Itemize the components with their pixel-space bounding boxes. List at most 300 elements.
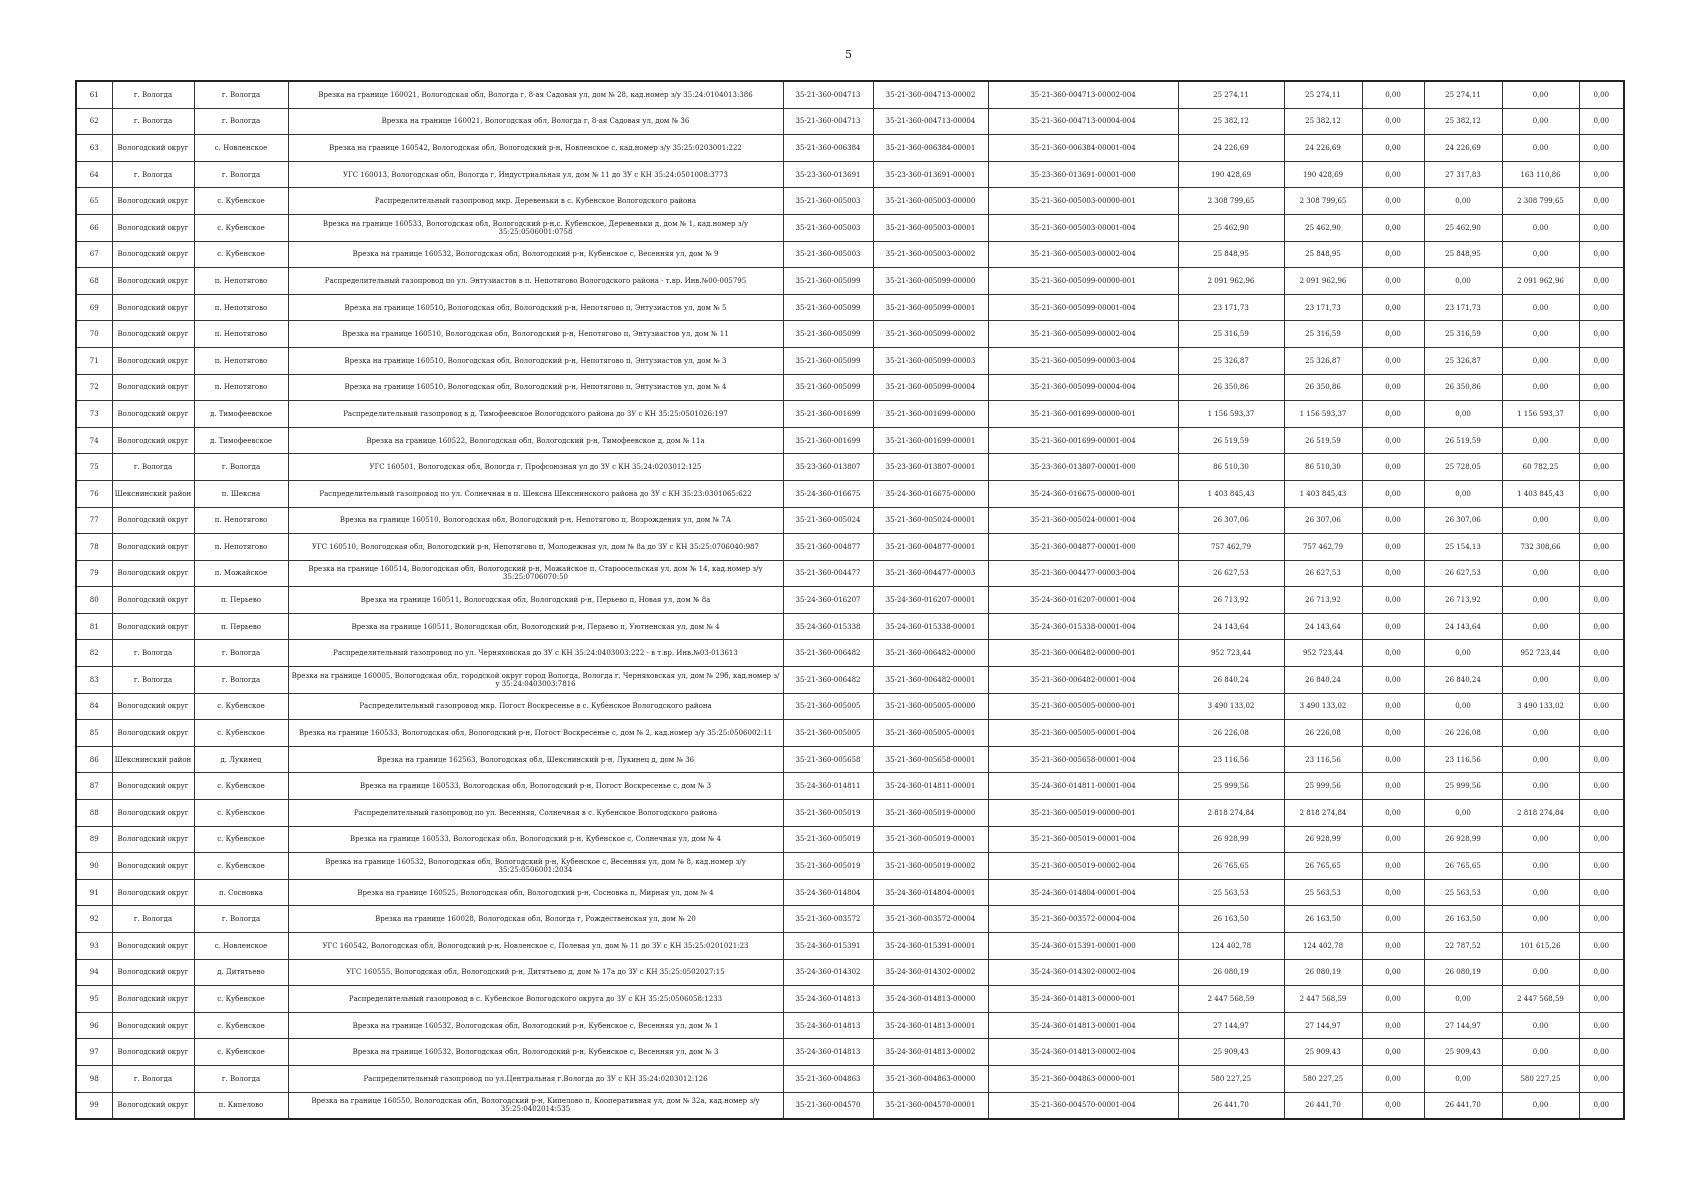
- cost-col-5-cell: 0,00: [1502, 321, 1579, 348]
- settlement-cell: д. Лукинец: [194, 746, 288, 773]
- object-code-cell: 35-24-360-014813: [783, 1012, 873, 1039]
- sub-object-code-cell: 35-21-360-006482-00001: [873, 667, 988, 694]
- cost-col-6-cell: 0,00: [1579, 587, 1624, 614]
- element-code-cell: 35-24-360-015391-00001-000: [988, 933, 1178, 960]
- cost-col-2-cell: 25 326,87: [1284, 347, 1362, 374]
- settlement-cell: г. Вологда: [194, 1065, 288, 1092]
- sub-object-code-cell: 35-21-360-005099-00001: [873, 294, 988, 321]
- table-row: [76, 214, 1624, 241]
- cost-col-2-cell: 23 116,56: [1284, 746, 1362, 773]
- total-cost-cell: 580 227,25: [1178, 1065, 1284, 1092]
- object-name-cell: Врезка на границе 160533, Вологодская обл, Вологодский р-н,с. Кубенское, Деревеньки д, дом № 1, кад.номер з/у 35:25:0506001:0758: [288, 214, 783, 241]
- cost-col-2-cell: 25 848,95: [1284, 241, 1362, 268]
- row-number-cell: 69: [76, 294, 112, 321]
- settlement-cell: с. Кубенское: [194, 720, 288, 747]
- object-code-cell: 35-23-360-013691: [783, 161, 873, 188]
- row-number-cell: 86: [76, 746, 112, 773]
- cost-col-2-cell: 190 428,69: [1284, 161, 1362, 188]
- table-row: [76, 720, 1624, 747]
- object-name-cell: Врезка на границе 160525, Вологодская обл, Вологодский р-н, Сосновка п, Мирная ул, дом № 4: [288, 879, 783, 906]
- cost-col-2-cell: 24 226,69: [1284, 135, 1362, 162]
- table-body: [76, 81, 1624, 1119]
- cost-col-3-cell: 0,00: [1362, 374, 1424, 401]
- row-number-cell: 89: [76, 826, 112, 853]
- district-cell: Вологодский округ: [112, 347, 194, 374]
- cost-col-4-cell: 0,00: [1424, 401, 1502, 428]
- total-cost-cell: 26 519,59: [1178, 427, 1284, 454]
- table-row: [76, 108, 1624, 135]
- cost-col-3-cell: 0,00: [1362, 1065, 1424, 1092]
- settlement-cell: с. Кубенское: [194, 800, 288, 827]
- settlement-cell: п. Непотягово: [194, 268, 288, 295]
- cost-col-6-cell: 0,00: [1579, 933, 1624, 960]
- settlement-cell: с. Кубенское: [194, 188, 288, 215]
- cost-col-4-cell: 23 116,56: [1424, 746, 1502, 773]
- row-number-cell: 74: [76, 427, 112, 454]
- total-cost-cell: 190 428,69: [1178, 161, 1284, 188]
- settlement-cell: д. Тимофеевское: [194, 427, 288, 454]
- district-cell: Вологодский округ: [112, 826, 194, 853]
- element-code-cell: 35-21-360-004477-00003-004: [988, 560, 1178, 587]
- object-name-cell: Распределительный газопровод по ул. Черняховская до ЗУ с КН 35:24:0403003:222 - в т.вр. Инв.№03-013613: [288, 640, 783, 667]
- total-cost-cell: 24 226,69: [1178, 135, 1284, 162]
- cost-col-2-cell: 757 462,79: [1284, 534, 1362, 561]
- total-cost-cell: 23 116,56: [1178, 746, 1284, 773]
- settlement-cell: г. Вологда: [194, 454, 288, 481]
- cost-col-3-cell: 0,00: [1362, 241, 1424, 268]
- object-code-cell: 35-21-360-005003: [783, 241, 873, 268]
- district-cell: Вологодский округ: [112, 268, 194, 295]
- cost-col-2-cell: 2 091 962,96: [1284, 268, 1362, 295]
- sub-object-code-cell: 35-24-360-015338-00001: [873, 613, 988, 640]
- sub-object-code-cell: 35-21-360-005019-00001: [873, 826, 988, 853]
- object-code-cell: 35-21-360-003572: [783, 906, 873, 933]
- element-code-cell: 35-21-360-001699-00000-001: [988, 401, 1178, 428]
- cost-col-3-cell: 0,00: [1362, 294, 1424, 321]
- cost-col-4-cell: 26 307,06: [1424, 507, 1502, 534]
- cost-col-4-cell: 24 143,64: [1424, 613, 1502, 640]
- total-cost-cell: 1 156 593,37: [1178, 401, 1284, 428]
- cost-col-6-cell: 0,00: [1579, 374, 1624, 401]
- settlement-cell: п. Перьево: [194, 613, 288, 640]
- cost-col-6-cell: 0,00: [1579, 401, 1624, 428]
- district-cell: Шекснинский район: [112, 746, 194, 773]
- settlement-cell: п. Кипелово: [194, 1092, 288, 1119]
- object-code-cell: 35-21-360-001699: [783, 401, 873, 428]
- cost-col-4-cell: 25 462,90: [1424, 214, 1502, 241]
- cost-col-6-cell: 0,00: [1579, 986, 1624, 1013]
- settlement-cell: с. Кубенское: [194, 693, 288, 720]
- object-name-cell: Врезка на границе 160005, Вологодская обл, городской округ город Вологда, Вологда г, Черняховская ул, дом № 29б, кад.номер з/у 35:24:0403003:7816: [288, 667, 783, 694]
- cost-col-6-cell: 0,00: [1579, 347, 1624, 374]
- cost-col-2-cell: 25 909,43: [1284, 1039, 1362, 1066]
- settlement-cell: с. Новленское: [194, 933, 288, 960]
- cost-col-3-cell: 0,00: [1362, 906, 1424, 933]
- total-cost-cell: 25 999,56: [1178, 773, 1284, 800]
- sub-object-code-cell: 35-23-360-013807-00001: [873, 454, 988, 481]
- object-name-cell: Врезка на границе 160532, Вологодская обл, Вологодский р-н, Кубенское с, Весенняя ул, дом № 8, кад.номер з/у 35:25:0506001:2034: [288, 853, 783, 880]
- sub-object-code-cell: 35-21-360-004713-00004: [873, 108, 988, 135]
- total-cost-cell: 26 928,99: [1178, 826, 1284, 853]
- table-row: [76, 241, 1624, 268]
- table-row: [76, 826, 1624, 853]
- object-code-cell: 35-24-360-016207: [783, 587, 873, 614]
- cost-col-5-cell: 60 782,25: [1502, 454, 1579, 481]
- settlement-cell: п. Непотягово: [194, 374, 288, 401]
- sub-object-code-cell: 35-21-360-006482-00000: [873, 640, 988, 667]
- element-code-cell: 35-21-360-005099-00002-004: [988, 321, 1178, 348]
- district-cell: г. Вологда: [112, 161, 194, 188]
- cost-col-4-cell: 25 274,11: [1424, 81, 1502, 108]
- cost-col-2-cell: 26 519,59: [1284, 427, 1362, 454]
- settlement-cell: г. Вологда: [194, 906, 288, 933]
- cost-col-3-cell: 0,00: [1362, 480, 1424, 507]
- total-cost-cell: 25 848,95: [1178, 241, 1284, 268]
- object-name-cell: Врезка на границе 160532, Вологодская обл, Вологодский р-н, Кубенское с, Весенняя ул, дом № 9: [288, 241, 783, 268]
- table-row: [76, 427, 1624, 454]
- district-cell: Вологодский округ: [112, 1092, 194, 1119]
- cost-col-5-cell: 2 818 274,84: [1502, 800, 1579, 827]
- sub-object-code-cell: 35-23-360-013691-00001: [873, 161, 988, 188]
- district-cell: г. Вологда: [112, 640, 194, 667]
- cost-col-5-cell: 101 615,26: [1502, 933, 1579, 960]
- table-row: [76, 401, 1624, 428]
- cost-col-6-cell: 0,00: [1579, 826, 1624, 853]
- element-code-cell: 35-21-360-006482-00000-001: [988, 640, 1178, 667]
- cost-col-3-cell: 0,00: [1362, 800, 1424, 827]
- cost-col-3-cell: 0,00: [1362, 693, 1424, 720]
- total-cost-cell: 26 627,53: [1178, 560, 1284, 587]
- cost-col-6-cell: 0,00: [1579, 773, 1624, 800]
- cost-col-2-cell: 25 382,12: [1284, 108, 1362, 135]
- cost-col-2-cell: 26 840,24: [1284, 667, 1362, 694]
- cost-col-3-cell: 0,00: [1362, 81, 1424, 108]
- row-number-cell: 76: [76, 480, 112, 507]
- total-cost-cell: 25 563,53: [1178, 879, 1284, 906]
- object-name-cell: Распределительный газопровод по ул. Солнечная в п. Шексна Шекснинского района до ЗУ с КН 35:23:0301065:622: [288, 480, 783, 507]
- element-code-cell: 35-21-360-005099-00001-004: [988, 294, 1178, 321]
- cost-col-2-cell: 2 447 568,59: [1284, 986, 1362, 1013]
- element-code-cell: 35-21-360-004877-00001-000: [988, 534, 1178, 561]
- object-code-cell: 35-24-360-014811: [783, 773, 873, 800]
- total-cost-cell: 26 765,65: [1178, 853, 1284, 880]
- object-code-cell: 35-21-360-005099: [783, 294, 873, 321]
- object-code-cell: 35-21-360-005019: [783, 826, 873, 853]
- cost-col-4-cell: 26 519,59: [1424, 427, 1502, 454]
- table-row: [76, 480, 1624, 507]
- object-name-cell: Врезка на границе 160510, Вологодская обл, Вологодский р-н, Непотягово п, Возрождения ул, дом № 7А: [288, 507, 783, 534]
- total-cost-cell: 25 462,90: [1178, 214, 1284, 241]
- object-code-cell: 35-24-360-014813: [783, 986, 873, 1013]
- cost-col-3-cell: 0,00: [1362, 560, 1424, 587]
- district-cell: г. Вологда: [112, 81, 194, 108]
- district-cell: Вологодский округ: [112, 933, 194, 960]
- cost-col-2-cell: 3 490 133,02: [1284, 693, 1362, 720]
- total-cost-cell: 3 490 133,02: [1178, 693, 1284, 720]
- row-number-cell: 85: [76, 720, 112, 747]
- object-name-cell: Врезка на границе 160510, Вологодская обл, Вологодский р-н, Непотягово п, Энтузиастов ул, дом № 4: [288, 374, 783, 401]
- object-code-cell: 35-21-360-006384: [783, 135, 873, 162]
- cost-col-3-cell: 0,00: [1362, 214, 1424, 241]
- cost-col-6-cell: 0,00: [1579, 480, 1624, 507]
- sub-object-code-cell: 35-21-360-005003-00000: [873, 188, 988, 215]
- object-name-cell: Врезка на границе 162563, Вологодская обл, Шекснинский р-н, Лукинец д, дом № 36: [288, 746, 783, 773]
- cost-col-4-cell: 0,00: [1424, 480, 1502, 507]
- cost-col-5-cell: 3 490 133,02: [1502, 693, 1579, 720]
- element-code-cell: 35-21-360-004713-00002-004: [988, 81, 1178, 108]
- settlement-cell: п. Непотягово: [194, 507, 288, 534]
- table-row: [76, 746, 1624, 773]
- row-number-cell: 68: [76, 268, 112, 295]
- object-name-cell: УГС 160501, Вологодская обл, Вологда г, Профсоюзная ул до ЗУ с КН 35:24:0203012:125: [288, 454, 783, 481]
- table-row: [76, 613, 1624, 640]
- sub-object-code-cell: 35-21-360-003572-00004: [873, 906, 988, 933]
- total-cost-cell: 26 350,86: [1178, 374, 1284, 401]
- cost-col-4-cell: 25 909,43: [1424, 1039, 1502, 1066]
- cost-col-4-cell: 26 840,24: [1424, 667, 1502, 694]
- district-cell: Вологодский округ: [112, 1039, 194, 1066]
- table-row: [76, 587, 1624, 614]
- cost-col-3-cell: 0,00: [1362, 879, 1424, 906]
- cost-col-4-cell: 0,00: [1424, 640, 1502, 667]
- object-name-cell: Врезка на границе 160532, Вологодская обл, Вологодский р-н, Кубенское с, Весенняя ул, дом № 3: [288, 1039, 783, 1066]
- cost-col-3-cell: 0,00: [1362, 959, 1424, 986]
- object-name-cell: Врезка на границе 160511, Вологодская обл, Вологодский р-н, Перьево п, Новая ул, дом № 8а: [288, 587, 783, 614]
- cost-col-4-cell: 26 713,92: [1424, 587, 1502, 614]
- cost-col-5-cell: 0,00: [1502, 135, 1579, 162]
- settlement-cell: с. Кубенское: [194, 853, 288, 880]
- cost-col-4-cell: 25 728,05: [1424, 454, 1502, 481]
- element-code-cell: 35-21-360-005003-00001-004: [988, 214, 1178, 241]
- total-cost-cell: 26 840,24: [1178, 667, 1284, 694]
- settlement-cell: д. Тимофеевское: [194, 401, 288, 428]
- element-code-cell: 35-21-360-005024-00001-004: [988, 507, 1178, 534]
- cost-col-6-cell: 0,00: [1579, 427, 1624, 454]
- cost-col-3-cell: 0,00: [1362, 826, 1424, 853]
- cost-col-5-cell: 0,00: [1502, 507, 1579, 534]
- total-cost-cell: 25 326,87: [1178, 347, 1284, 374]
- object-name-cell: Врезка на границе 160550, Вологодская обл, Вологодский р-н, Кипелово п, Кооперативная ул, дом № 32а, кад.номер з/у 35:25:0402014:535: [288, 1092, 783, 1119]
- cost-col-2-cell: 1 156 593,37: [1284, 401, 1362, 428]
- sub-object-code-cell: 35-24-360-014804-00001: [873, 879, 988, 906]
- cost-col-4-cell: 24 226,69: [1424, 135, 1502, 162]
- object-name-cell: Распределительный газопровод в с. Кубенское Вологодского округа до ЗУ с КН 35:25:0506058:1233: [288, 986, 783, 1013]
- cost-col-6-cell: 0,00: [1579, 800, 1624, 827]
- element-code-cell: 35-24-360-014813-00002-004: [988, 1039, 1178, 1066]
- total-cost-cell: 23 171,73: [1178, 294, 1284, 321]
- object-name-cell: Врезка на границе 160533, Вологодская обл, Вологодский р-н, Кубенское с, Солнечная ул, дом № 4: [288, 826, 783, 853]
- element-code-cell: 35-24-360-015338-00001-004: [988, 613, 1178, 640]
- object-code-cell: 35-21-360-005003: [783, 188, 873, 215]
- total-cost-cell: 2 818 274,84: [1178, 800, 1284, 827]
- object-name-cell: Распределительный газопровод в д. Тимофеевское Вологодского района до ЗУ с КН 35:25:0501026:197: [288, 401, 783, 428]
- total-cost-cell: 26 441,70: [1178, 1092, 1284, 1119]
- cost-col-4-cell: 0,00: [1424, 986, 1502, 1013]
- element-code-cell: 35-21-360-006482-00001-004: [988, 667, 1178, 694]
- district-cell: г. Вологда: [112, 906, 194, 933]
- sub-object-code-cell: 35-21-360-005099-00002: [873, 321, 988, 348]
- cost-col-5-cell: 0,00: [1502, 241, 1579, 268]
- element-code-cell: 35-21-360-005003-00000-001: [988, 188, 1178, 215]
- cost-col-4-cell: 26 350,86: [1424, 374, 1502, 401]
- element-code-cell: 35-24-360-016207-00001-004: [988, 587, 1178, 614]
- settlement-cell: п. Непотягово: [194, 534, 288, 561]
- settlement-cell: с. Кубенское: [194, 986, 288, 1013]
- cost-col-2-cell: 23 171,73: [1284, 294, 1362, 321]
- element-code-cell: 35-21-360-005019-00000-001: [988, 800, 1178, 827]
- cost-col-3-cell: 0,00: [1362, 746, 1424, 773]
- cost-col-4-cell: 23 171,73: [1424, 294, 1502, 321]
- element-code-cell: 35-23-360-013691-00001-000: [988, 161, 1178, 188]
- cost-col-6-cell: 0,00: [1579, 640, 1624, 667]
- row-number-cell: 83: [76, 667, 112, 694]
- row-number-cell: 66: [76, 214, 112, 241]
- cost-col-3-cell: 0,00: [1362, 933, 1424, 960]
- cost-col-5-cell: 0,00: [1502, 826, 1579, 853]
- settlement-cell: с. Кубенское: [194, 773, 288, 800]
- element-code-cell: 35-21-360-005099-00000-001: [988, 268, 1178, 295]
- cost-col-3-cell: 0,00: [1362, 534, 1424, 561]
- table-row: [76, 81, 1624, 108]
- cost-col-6-cell: 0,00: [1579, 1092, 1624, 1119]
- row-number-cell: 99: [76, 1092, 112, 1119]
- cost-col-3-cell: 0,00: [1362, 108, 1424, 135]
- cost-col-6-cell: 0,00: [1579, 108, 1624, 135]
- element-code-cell: 35-21-360-001699-00001-004: [988, 427, 1178, 454]
- object-code-cell: 35-21-360-004570: [783, 1092, 873, 1119]
- cost-col-2-cell: 26 307,06: [1284, 507, 1362, 534]
- sub-object-code-cell: 35-24-360-016207-00001: [873, 587, 988, 614]
- district-cell: Вологодский округ: [112, 1012, 194, 1039]
- settlement-cell: с. Кубенское: [194, 214, 288, 241]
- cost-col-6-cell: 0,00: [1579, 135, 1624, 162]
- cost-col-4-cell: 26 080,19: [1424, 959, 1502, 986]
- cost-col-4-cell: 0,00: [1424, 1065, 1502, 1092]
- sub-object-code-cell: 35-21-360-005099-00003: [873, 347, 988, 374]
- district-cell: г. Вологда: [112, 454, 194, 481]
- row-number-cell: 91: [76, 879, 112, 906]
- element-code-cell: 35-24-360-014804-00001-004: [988, 879, 1178, 906]
- object-code-cell: 35-21-360-004863: [783, 1065, 873, 1092]
- row-number-cell: 81: [76, 613, 112, 640]
- row-number-cell: 95: [76, 986, 112, 1013]
- district-cell: Вологодский округ: [112, 188, 194, 215]
- cost-col-3-cell: 0,00: [1362, 587, 1424, 614]
- settlement-cell: г. Вологда: [194, 667, 288, 694]
- district-cell: Шекснинский район: [112, 480, 194, 507]
- cost-col-3-cell: 0,00: [1362, 1092, 1424, 1119]
- table-row: [76, 667, 1624, 694]
- object-code-cell: 35-21-360-005005: [783, 720, 873, 747]
- settlement-cell: п. Шексна: [194, 480, 288, 507]
- table-row: [76, 1065, 1624, 1092]
- district-cell: Вологодский округ: [112, 241, 194, 268]
- sub-object-code-cell: 35-21-360-005003-00002: [873, 241, 988, 268]
- settlement-cell: с. Кубенское: [194, 826, 288, 853]
- element-code-cell: 35-24-360-014813-00001-004: [988, 1012, 1178, 1039]
- cost-col-2-cell: 27 144,97: [1284, 1012, 1362, 1039]
- page-number: 5: [845, 48, 852, 61]
- object-code-cell: 35-21-360-005024: [783, 507, 873, 534]
- object-code-cell: 35-21-360-001699: [783, 427, 873, 454]
- object-name-cell: Врезка на границе 160533, Вологодская обл, Вологодский р-н, Погост Воскресенье с, дом № 2, кад.номер з/у 35:25:0506002:11: [288, 720, 783, 747]
- cost-col-5-cell: 1 156 593,37: [1502, 401, 1579, 428]
- cost-col-4-cell: 26 226,08: [1424, 720, 1502, 747]
- cost-col-6-cell: 0,00: [1579, 214, 1624, 241]
- object-name-cell: Врезка на границе 160514, Вологодская обл, Вологодский р-н, Можайское п, Староосельская ул, дом № 14, кад.номер з/у 35:25:0706070:50: [288, 560, 783, 587]
- object-code-cell: 35-21-360-004713: [783, 108, 873, 135]
- district-cell: Вологодский округ: [112, 560, 194, 587]
- row-number-cell: 97: [76, 1039, 112, 1066]
- cost-col-2-cell: 26 080,19: [1284, 959, 1362, 986]
- table-row: [76, 507, 1624, 534]
- cost-col-2-cell: 952 723,44: [1284, 640, 1362, 667]
- cost-col-6-cell: 0,00: [1579, 268, 1624, 295]
- row-number-cell: 78: [76, 534, 112, 561]
- cost-col-2-cell: 25 274,11: [1284, 81, 1362, 108]
- cost-col-5-cell: 1 403 845,43: [1502, 480, 1579, 507]
- object-name-cell: Распределительный газопровод мкр. Погост Воскресенье в с. Кубенское Вологодского района: [288, 693, 783, 720]
- cost-col-2-cell: 2 308 799,65: [1284, 188, 1362, 215]
- object-code-cell: 35-21-360-004477: [783, 560, 873, 587]
- row-number-cell: 62: [76, 108, 112, 135]
- cost-col-3-cell: 0,00: [1362, 401, 1424, 428]
- settlement-cell: с. Кубенское: [194, 1039, 288, 1066]
- cost-col-4-cell: 0,00: [1424, 800, 1502, 827]
- object-name-cell: Распределительный газопровод по ул. Весенняя, Солнечная в с. Кубенское Вологодского района: [288, 800, 783, 827]
- cost-col-5-cell: 0,00: [1502, 347, 1579, 374]
- district-cell: Вологодский округ: [112, 959, 194, 986]
- object-name-cell: Врезка на границе 160510, Вологодская обл, Вологодский р-н, Непотягово п, Энтузиастов ул, дом № 5: [288, 294, 783, 321]
- settlement-cell: г. Вологда: [194, 108, 288, 135]
- element-code-cell: 35-24-360-014302-00002-004: [988, 959, 1178, 986]
- row-number-cell: 72: [76, 374, 112, 401]
- district-cell: г. Вологда: [112, 108, 194, 135]
- settlement-cell: г. Вологда: [194, 81, 288, 108]
- object-code-cell: 35-21-360-005099: [783, 268, 873, 295]
- cost-col-3-cell: 0,00: [1362, 853, 1424, 880]
- total-cost-cell: 26 080,19: [1178, 959, 1284, 986]
- cost-col-6-cell: 0,00: [1579, 534, 1624, 561]
- cost-col-3-cell: 0,00: [1362, 188, 1424, 215]
- gas-objects-table: [75, 80, 1625, 1120]
- sub-object-code-cell: 35-24-360-014302-00002: [873, 959, 988, 986]
- cost-col-5-cell: 732 308,66: [1502, 534, 1579, 561]
- row-number-cell: 71: [76, 347, 112, 374]
- cost-col-5-cell: 0,00: [1502, 720, 1579, 747]
- cost-col-2-cell: 25 999,56: [1284, 773, 1362, 800]
- cost-col-6-cell: 0,00: [1579, 507, 1624, 534]
- object-code-cell: 35-24-360-015338: [783, 613, 873, 640]
- row-number-cell: 67: [76, 241, 112, 268]
- table-row: [76, 986, 1624, 1013]
- total-cost-cell: 124 402,78: [1178, 933, 1284, 960]
- cost-col-4-cell: 25 154,13: [1424, 534, 1502, 561]
- cost-col-5-cell: 0,00: [1502, 667, 1579, 694]
- total-cost-cell: 25 316,59: [1178, 321, 1284, 348]
- district-cell: Вологодский округ: [112, 294, 194, 321]
- district-cell: Вологодский округ: [112, 773, 194, 800]
- element-code-cell: 35-21-360-005099-00003-004: [988, 347, 1178, 374]
- row-number-cell: 63: [76, 135, 112, 162]
- total-cost-cell: 25 909,43: [1178, 1039, 1284, 1066]
- object-name-cell: Врезка на границе 160021, Вологодская обл, Вологда г, 8-ая Садовая ул, дом № 28, кад.номер з/у 35:24:0104013:386: [288, 81, 783, 108]
- cost-col-3-cell: 0,00: [1362, 613, 1424, 640]
- sub-object-code-cell: 35-21-360-004877-00001: [873, 534, 988, 561]
- cost-col-5-cell: 2 308 799,65: [1502, 188, 1579, 215]
- cost-col-6-cell: 0,00: [1579, 906, 1624, 933]
- sub-object-code-cell: 35-21-360-005005-00000: [873, 693, 988, 720]
